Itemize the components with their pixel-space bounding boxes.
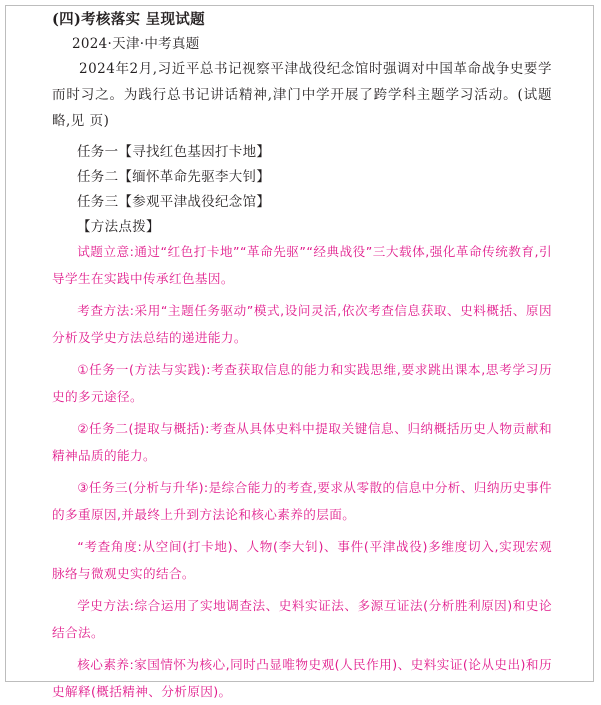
method-assessment: 考查方法:采用“主题任务驱动”模式,设问灵活,依次考查信息获取、史料概括、原因分析及学史方法总结的递进能力。	[52, 303, 552, 345]
method-core-literacy: 核心素养:家国情怀为核心,同时凸显唯物史观(人民作用)、史料实证(论从史出)和历史解释(概括精神、分析原因)。	[52, 657, 552, 699]
method-heading: 【方法点拨】	[77, 219, 160, 235]
task-3: 任务三【参观平津战役纪念馆】	[77, 194, 271, 210]
method-angle: “考查角度:从空间(打卡地)、人物(李大钊)、事件(平津战役)多维度切入,实现宏观脉络与微观史实的结合。	[52, 539, 552, 581]
section-title: (四)考核落实 呈现试题	[52, 11, 205, 28]
task-2: 任务二【缅怀革命先驱李大钊】	[77, 169, 271, 185]
method-study-methods: 学史方法:综合运用了实地调查法、史料实证法、多源互证法(分析胜利原因)和史论结合法。	[52, 598, 552, 640]
method-task-2: ②任务二(提取与概括):考查从具体史料中提取关键信息、归纳概括历史人物贡献和精神品质的能力。	[52, 421, 552, 463]
page-content	[52, 8, 552, 705]
method-task-3: ③任务三(分析与升华):是综合能力的考查,要求从零散的信息中分析、归纳历史事件的多重原因,并最终上升到方法论和核心素养的层面。	[52, 480, 552, 522]
task-1: 任务一【寻找红色基因打卡地】	[77, 144, 271, 160]
method-task-1: ①任务一(方法与实践):考查获取信息的能力和实践思维,要求跳出课本,思考学习历史的多元途径。	[52, 362, 552, 404]
question-text: 2024年2月,习近平总书记视察平津战役纪念馆时强调对中国革命战争史要学而时习之。为践行总书记讲话精神,津门中学开展了跨学科主题学习活动。(试题略,见 页)	[52, 61, 552, 129]
question-source: 2024·天津·中考真题	[72, 36, 200, 52]
method-notes	[52, 239, 552, 705]
method-purpose: 试题立意:通过“红色打卡地”“革命先驱”“经典战役”三大载体,强化革命传统教育,引导学生在实践中传承红色基因。	[52, 244, 552, 286]
